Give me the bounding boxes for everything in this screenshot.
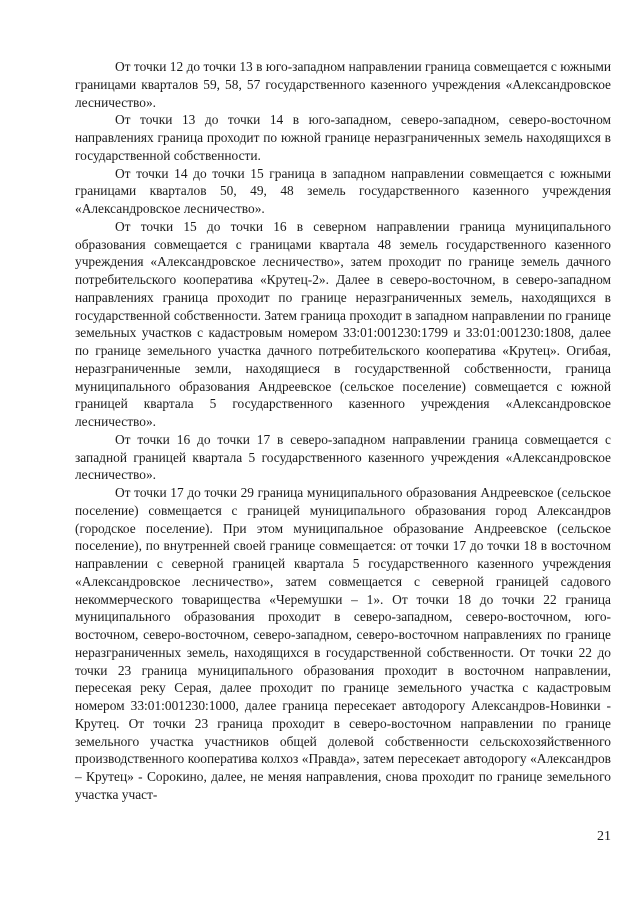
- paragraph-3: От точки 14 до точки 15 граница в западном направлении совмещается с южными границами кварталов 50, 49, 48 земель государственного казенного учреждения «Александровское лесничество».: [75, 165, 611, 216]
- paragraph-4: От точки 15 до точки 16 в северном направлении граница муниципального образования совмещается с границами квартала 48 земель государственного казенного учреждения «Александровское лесничество», затем проходит по границе земель дачного потребительского кооператива «Крутец-2». Далее в северо-восточном, в северо-западном направлениях граница проходит по границе неразграниченных земель, находящихся в государственной собственности. Затем граница проходит в западном направлении по границе земельных участков с кадастровым номером 33:01:001230:1799 и 33:01:001230:1808, далее по границе земельного участка дачного потребительского кооператива «Крутец». Огибая, неразграниченные земли, находящиеся в государственной собственности, граница муниципального образования Андреевское (сельское поселение) совмещается с южной границей квартала 5 государственного казенного учреждения «Александровское лесничество».: [75, 218, 611, 429]
- paragraph-1: От точки 12 до точки 13 в юго-западном направлении граница совмещается с южными границами кварталов 59, 58, 57 государственного казенного учреждения «Александровское лесничество».: [75, 59, 611, 110]
- paragraph-6: От точки 17 до точки 29 граница муниципального образования Андреевское (сельское поселение) совмещается с границей муниципального образования город Александров (городское поселение). При этом муниципальное образование Андреевское (сельское поселение), по внутренней своей границе совмещается: от точки 17 до точки 18 в восточном направлении с северной границей квартала 5 государственного казенного учреждения «Александровское лесничество», затем совмещается с северной границей садового некоммерческого товарищества «Черемушки – 1». От точки 18 до точки 22 граница муниципального образования проходит в северо-западном, северо-восточном, юго-восточном, северо-восточном, северо-западном, северо-восточном направлениях по границе неразграниченных земель, находящихся в государственной собственности. От точки 22 до точки 23 граница муниципального образования проходит в восточном направлении, пересекая реку Серая, далее проходит по границе земельного участка с кадастровым номером 33:01:001230:1000, далее граница пересекает автодорогу Александров-Новинки - Крутец. От точки 23 граница проходит в северо-восточном направлении по границе земельного участка участников общей долевой собственности сельскохозяйственного производственного кооператива колхоз «Правда», затем пересекает автодорогу «Александров – Крутец» - Сорокино, далее, не меняя направления, снова проходит по границе земельного участка участ-: [75, 485, 611, 802]
- page-number: 21: [597, 829, 611, 844]
- document-body: [75, 58, 611, 804]
- paragraph-5: От точки 16 до точки 17 в северо-западном направлении граница совмещается с западной границей квартала 5 государственного казенного учреждения «Александровское лесничество».: [75, 431, 611, 483]
- paragraph-2: От точки 13 до точки 14 в юго-западном, северо-западном, северо-восточном направлениях граница проходит по южной границе неразграниченных земель находящихся в государственной собственности.: [75, 112, 611, 163]
